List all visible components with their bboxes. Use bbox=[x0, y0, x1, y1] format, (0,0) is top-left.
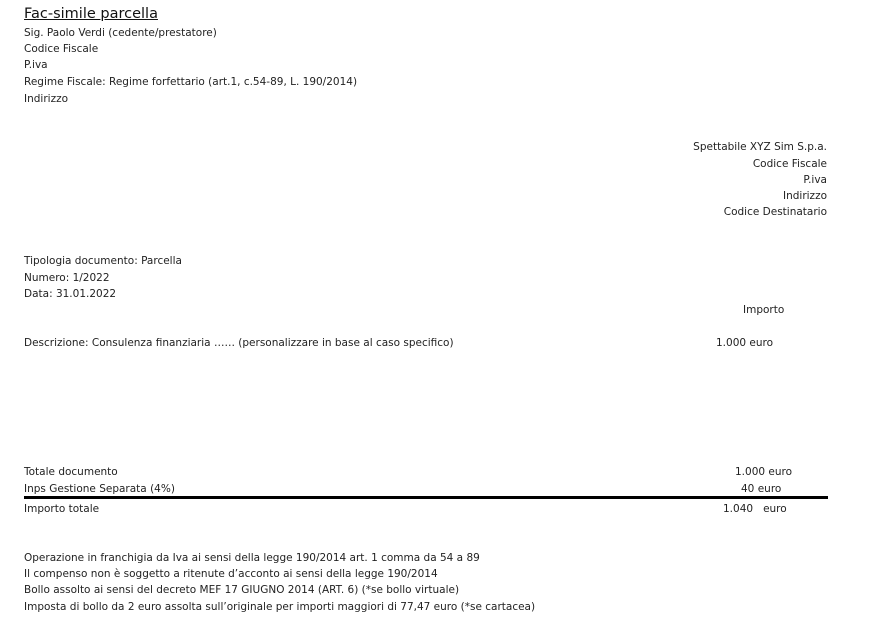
recipient-vat: P.iva bbox=[803, 174, 827, 186]
total-document-label: Totale documento bbox=[24, 466, 118, 478]
sender-tax-code: Codice Fiscale bbox=[24, 43, 99, 55]
recipient-tax-code: Codice Fiscale bbox=[752, 158, 827, 170]
amount-column-header: Importo bbox=[743, 304, 785, 316]
recipient-destination-code: Codice Destinatario bbox=[723, 206, 827, 218]
sender-name: Sig. Paolo Verdi (cedente/prestatore) bbox=[24, 27, 217, 39]
legal-note: Imposta di bollo da 2 euro assolta sull’originale per importi maggiori di 77,47 euro (*se cartacea) bbox=[24, 601, 536, 613]
grand-total-label: Importo totale bbox=[24, 503, 100, 515]
inps-label: Inps Gestione Separata (4%) bbox=[24, 483, 175, 495]
total-document-value: 1.000 euro bbox=[735, 466, 793, 478]
document-title: Fac-simile parcella bbox=[24, 6, 158, 22]
recipient-name: Spettabile XYZ Sim S.p.a. bbox=[693, 141, 827, 153]
document-number: Numero: 1/2022 bbox=[24, 272, 110, 284]
legal-note: Il compenso non è soggetto a ritenute d’acconto ai sensi della legge 190/2014 bbox=[24, 568, 438, 580]
document-date: Data: 31.01.2022 bbox=[24, 288, 117, 300]
inps-value: 40 euro bbox=[741, 483, 782, 495]
sender-tax-regime: Regime Fiscale: Regime forfettario (art.1, c.54-89, L. 190/2014) bbox=[24, 76, 358, 88]
document-type: Tipologia documento: Parcella bbox=[24, 255, 182, 267]
line-item-description: Descrizione: Consulenza finanziaria …… (personalizzare in base al caso specifico) bbox=[24, 337, 454, 349]
grand-total-value: 1.040 euro bbox=[723, 503, 787, 515]
legal-note: Bollo assolto ai sensi del decreto MEF 17 GIUGNO 2014 (ART. 6) (*se bollo virtuale) bbox=[24, 584, 460, 596]
sender-vat: P.iva bbox=[24, 59, 48, 71]
recipient-address: Indirizzo bbox=[782, 190, 827, 202]
total-divider bbox=[24, 496, 828, 499]
line-item-amount: 1.000 euro bbox=[716, 337, 774, 349]
sender-address: Indirizzo bbox=[24, 93, 69, 105]
legal-note: Operazione in franchigia da Iva ai sensi della legge 190/2014 art. 1 comma da 54 a 89 bbox=[24, 552, 480, 564]
